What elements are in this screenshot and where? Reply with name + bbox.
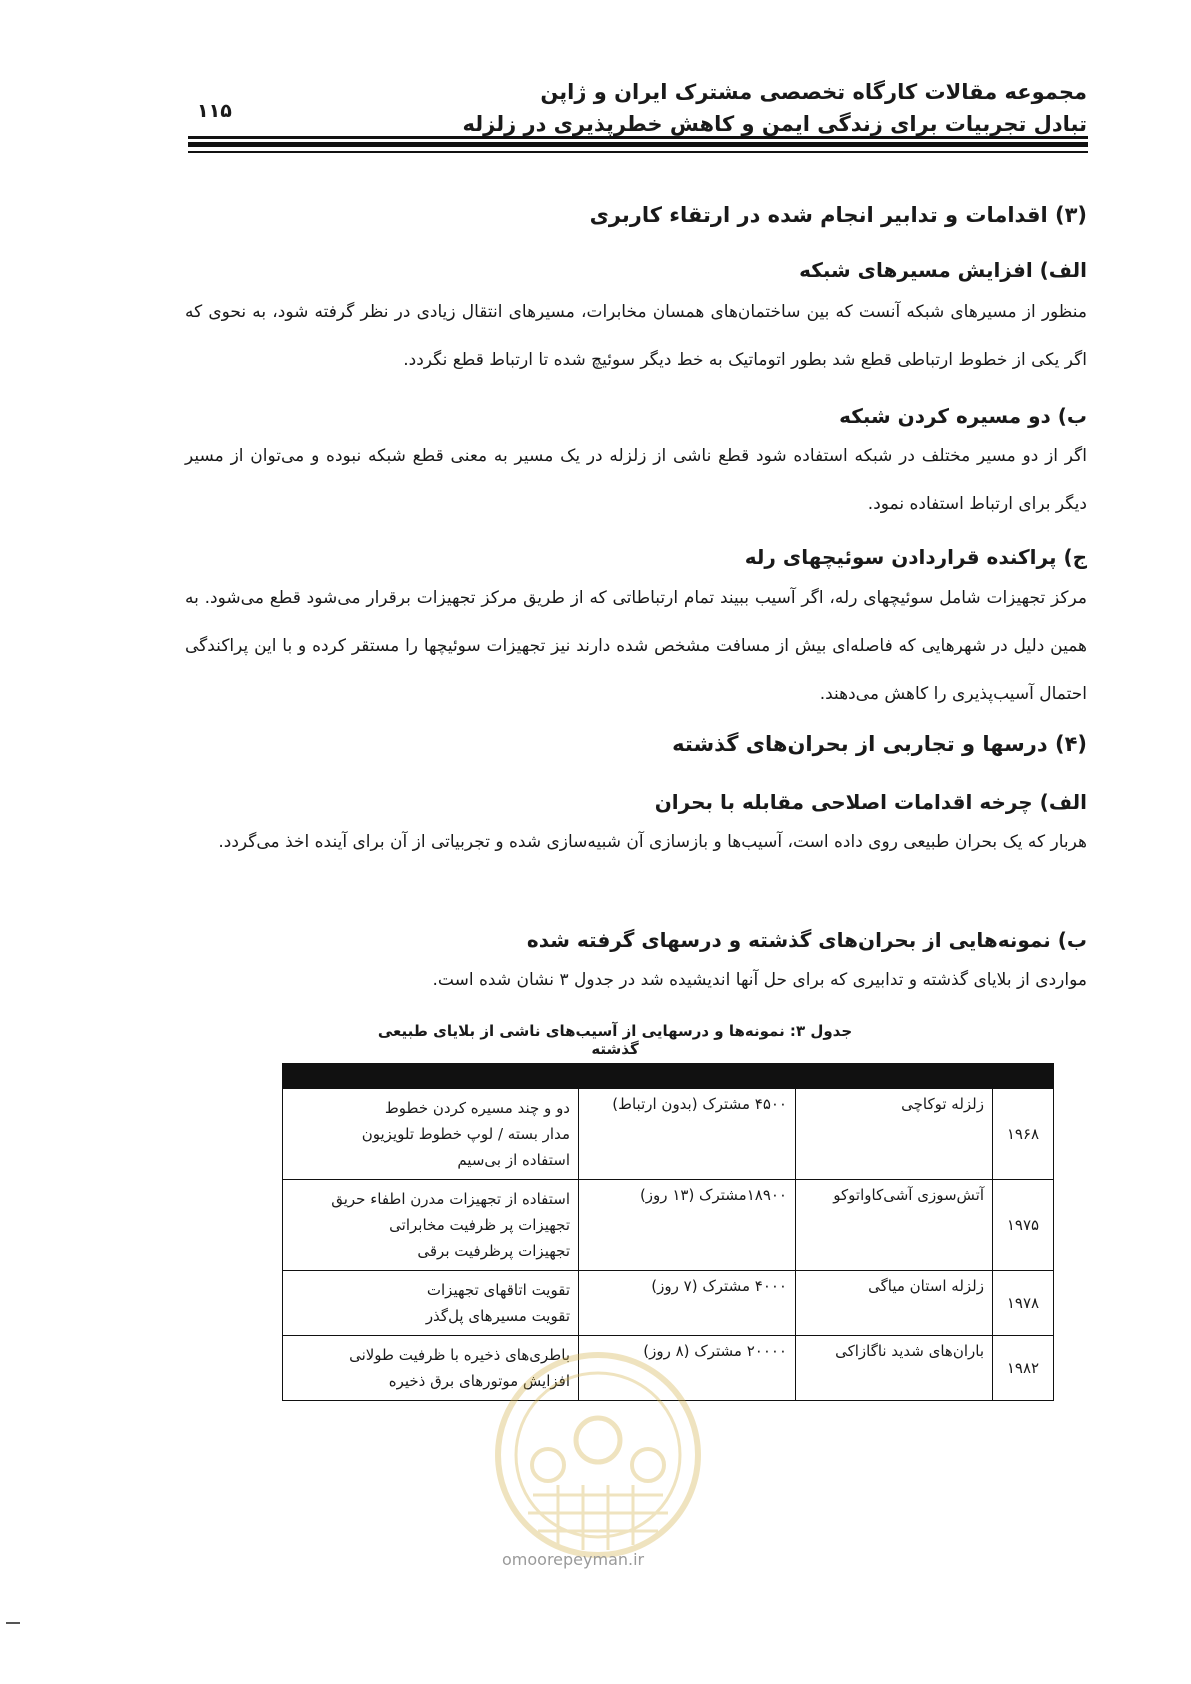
table-caption: جدول ۳: نمونه‌ها و درسهایی از آسیب‌های ناشی از بلایای طبیعی گذشته: [377, 1022, 853, 1058]
section4-a-text: هربار که یک بحران طبیعی روی داده است، آسیب‌ها و بازسازی آن شبیه‌سازی شده و تجربیاتی از آن برای آینده اخذ می‌گردد.: [218, 832, 1087, 852]
cell-event: زلزله استان میاگی: [796, 1271, 993, 1336]
header-rule: [188, 136, 1088, 139]
lesson-item: تقویت اتاقهای تجهیزات: [426, 1281, 570, 1299]
table-row: [283, 1271, 1054, 1336]
cell-year: ۱۹۸۲: [993, 1336, 1054, 1401]
section3-b-text: اگر از دو مسیر مختلف در شبکه استفاده شود قطع ناشی از زلزله در یک مسیر به معنی قطع شبکه نبوده و می‌توان از مسیر دیگر برای ارتباط استفاده نمود.: [185, 446, 1087, 514]
section3-a-heading: الف) افزایش مسیرهای شبکه: [799, 258, 1087, 282]
header-title-line1: مجموعه مقالات کارگاه تخصصی مشترک ایران و ژاپن: [540, 80, 1087, 104]
section4-a-heading: الف) چرخه اقدامات اصلاحی مقابله با بحران: [654, 790, 1087, 814]
section4-heading: (۴) درسها و تجاربی از بحران‌های گذشته: [672, 732, 1087, 756]
cell-event: زلزله توکاچی: [796, 1089, 993, 1180]
cell-damage: ۱۸۹۰۰مشترک (۱۳ روز): [579, 1180, 796, 1271]
header-rule-thin: [188, 151, 1088, 153]
section3-b-heading: ب) دو مسیره کردن شبکه: [839, 404, 1087, 428]
lesson-item: تجهیزات پر ظرفیت مخابراتی: [389, 1216, 570, 1234]
header-title-line2: تبادل تجربیات برای زندگی ایمن و کاهش خطرپذیری در زلزله: [462, 112, 1087, 136]
cell-year: ۱۹۶۸: [993, 1089, 1054, 1180]
section3-c-heading: ج) پراکنده قراردادن سوئیچهای رله: [744, 545, 1087, 569]
lesson-item: دو و چند مسیره کردن خطوط: [384, 1099, 570, 1117]
header-rule-thick: [188, 142, 1088, 147]
page-number: ۱۱۵: [197, 100, 232, 122]
table-header-row: [283, 1064, 1054, 1089]
section3-heading: (۳) اقدامات و تدابیر انجام شده در ارتقاء کاربری: [589, 203, 1087, 227]
section3-c-text: مرکز تجهیزات شامل سوئیچهای رله، اگر آسیب ببیند تمام ارتباطاتی که از طریق مرکز تجهیزات برقرار می‌شود قطع می‌شود. به همین دلیل در شهرهایی که فاصله‌ای بیش از مسافت مشخص شده دارند نیز تجهیزات سوئیچها را مستقر کرده و با این پراکندگی احتمال آسیب‌پذیری را کاهش می‌دهند.: [185, 588, 1087, 704]
section4-b-text: مواردی از بلایای گذشته و تدابیری که برای حل آنها اندیشیده شد در جدول ۳ نشان شده است.: [432, 970, 1087, 990]
table-row: [283, 1089, 1054, 1180]
cell-event: آتش‌سوزی آشی‌کاواتوکو: [796, 1180, 993, 1271]
lesson-item: تجهیزات پرظرفیت برقی: [417, 1242, 570, 1260]
lesson-item: استفاده از بی‌سیم: [457, 1151, 570, 1169]
section3-a-text: منظور از مسیرهای شبکه آنست که بین ساختمان‌های همسان مخابرات، مسیرهای انتقال زیادی در نظر گرفته شود، به نحوی که اگر یکی از خطوط ارتباطی قطع شد بطور اتوماتیک به خط دیگر سوئیچ شده تا ارتباط قطع نگردد.: [185, 302, 1087, 370]
cell-year: ۱۹۷۸: [993, 1271, 1054, 1336]
lesson-item: تقویت مسیرهای پل‌گذر: [425, 1307, 570, 1325]
cell-damage: ۴۵۰۰ مشترک (بدون ارتباط): [579, 1089, 796, 1180]
cell-lessons: [283, 1180, 579, 1271]
table-row: [283, 1180, 1054, 1271]
cell-year: ۱۹۷۵: [993, 1180, 1054, 1271]
lesson-item: باطری‌های ذخیره با ظرفیت طولانی: [349, 1346, 570, 1364]
cell-damage: ۲۰۰۰۰ مشترک (۸ روز): [579, 1336, 796, 1401]
cell-event: باران‌های شدید ناگازاکی: [796, 1336, 993, 1401]
lesson-item: استفاده از تجهیزات مدرن اطفاء حریق: [331, 1190, 570, 1208]
section4-b-heading: ب) نمونه‌هایی از بحران‌های گذشته و درسهای گرفته شده: [526, 928, 1087, 952]
cell-lessons: [283, 1271, 579, 1336]
cell-damage: ۴۰۰۰ مشترک (۷ روز): [579, 1271, 796, 1336]
lesson-item: افزایش موتورهای برق ذخیره: [388, 1372, 570, 1390]
watermark-site: omoorepeyman.ir: [502, 1550, 645, 1569]
margin-mark: [6, 1622, 20, 1624]
table-header-bar: [283, 1064, 1054, 1089]
lesson-item: مدار بسته / لوپ خطوط تلویزیون: [361, 1125, 570, 1143]
cell-lessons: [283, 1089, 579, 1180]
